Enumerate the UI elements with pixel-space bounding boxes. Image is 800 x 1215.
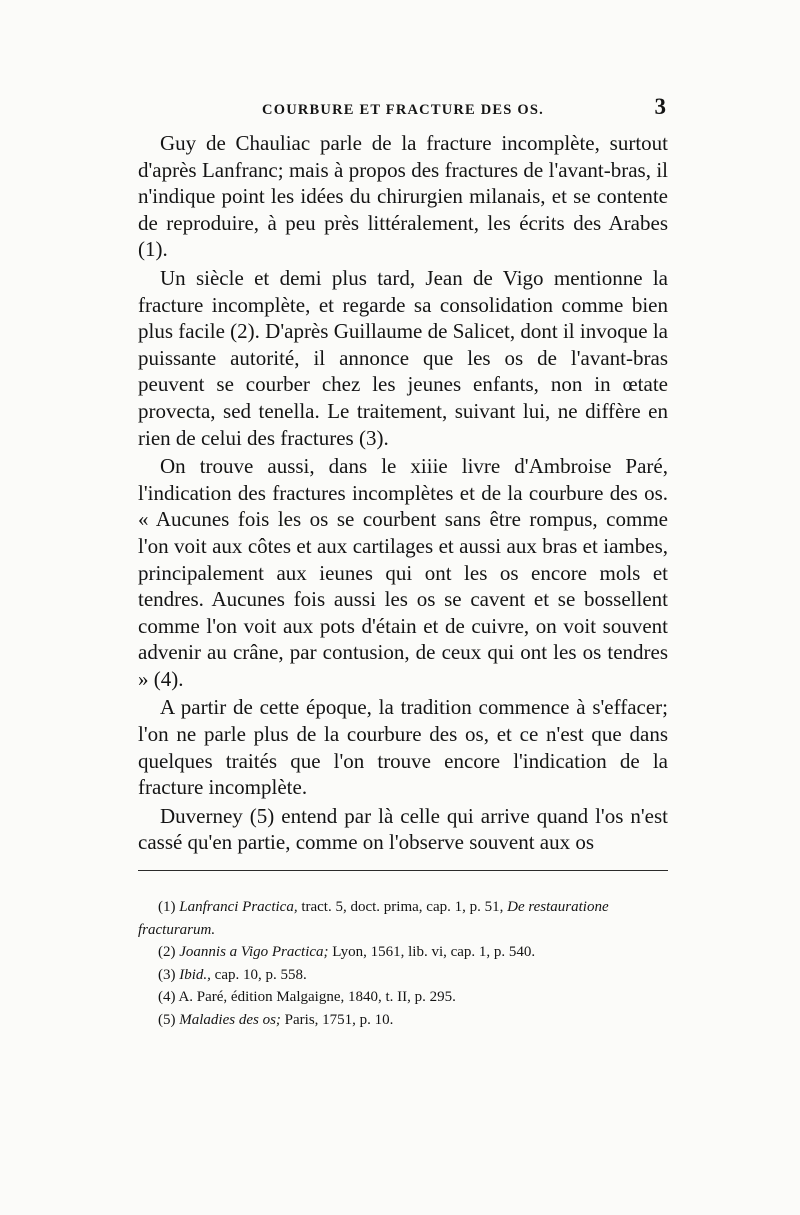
running-head [138,96,668,126]
footnotes [138,896,668,1031]
paragraph: On trouve aussi, dans le xiiie livre d'Ambroise Paré, l'indication des fractures incomplètes et de la courbure des os. « Aucunes fois les os se courbent sans être rompus, comme l'on voit aux côtes et aux cartilages et aussi aux bras et iambes, principalement aux ieunes qui ont les os encore mols et tendres. Aucunes fois aussi les os se cavent et se bossellent comme l'on voit aux pots d'étain et de cuivre, on voit souvent advenir au crâne, par contusion, de ceux qui ont les os tendres » (4). [138,454,668,691]
paragraph: Guy de Chauliac parle de la fracture incomplète, surtout d'après Lanfranc; mais à propos des fractures de l'avant-bras, il n'indique point les idées du chirurgien milanais, et se contente de reproduire, à peu près littéralement, les écrits des Arabes (1). [138,131,668,262]
paragraph: Un siècle et demi plus tard, Jean de Vigo mentionne la fracture incomplète, et regarde sa consolidation comme bien plus facile (2). D'après Guillaume de Salicet, dont il invoque la puissante autorité, il annonce que les os de l'avant-bras peuvent se courber chez les jeunes enfants, non in œtate provecta, sed tenella. Le traitement, suivant lui, ne diffère en rien de celui des fractures (3). [138,265,668,450]
footnote [138,986,668,1009]
paragraph: Duverney (5) entend par là celle qui arrive quand l'os n'est cassé qu'en partie, comme on l'observe souvent aux os [138,803,668,855]
running-title: COURBURE ET FRACTURE DES OS. [262,102,544,118]
footnote [138,941,668,964]
footnote-number: (3) [158,966,176,983]
footnote [138,896,668,941]
footnote-number: (1) [158,899,176,915]
footnote-text: A. Paré, édition Malgaigne, 1840, t. II, p. 295. [178,989,456,1005]
footnote [138,964,668,987]
paragraph: A partir de cette époque, la tradition commence à s'effacer; l'on ne parle plus de la courbure des os, et ce n'est que dans quelques traités que l'on trouve encore l'indication de la fracture incomplète. [138,695,668,800]
footnote-title: Maladies des os; [179,1011,281,1028]
footnote-number: (5) [158,1011,176,1028]
page-number: 3 [654,94,666,119]
footnote-number: (2) [158,944,176,960]
footnote-title: Joannis a Vigo Practica; [179,944,329,960]
footnote [138,1009,668,1032]
footnote-number: (4) [158,989,176,1005]
footnote-title: Ibid., [179,966,211,983]
footnote-title: Lanfranci Practica, [179,899,298,915]
footnote-text: tract. 5, doct. prima, cap. 1, p. 51, [297,899,508,915]
footnote-rule [138,870,668,871]
footnote-text: Paris, 1751, p. 10. [280,1011,394,1028]
footnote-text: cap. 10, p. 558. [210,966,307,983]
footnote-text: Lyon, 1561, lib. vi, cap. 1, p. 540. [328,944,536,960]
body-text [138,130,668,856]
footnote-title-2: De restauratione fracturarum. [138,899,609,938]
